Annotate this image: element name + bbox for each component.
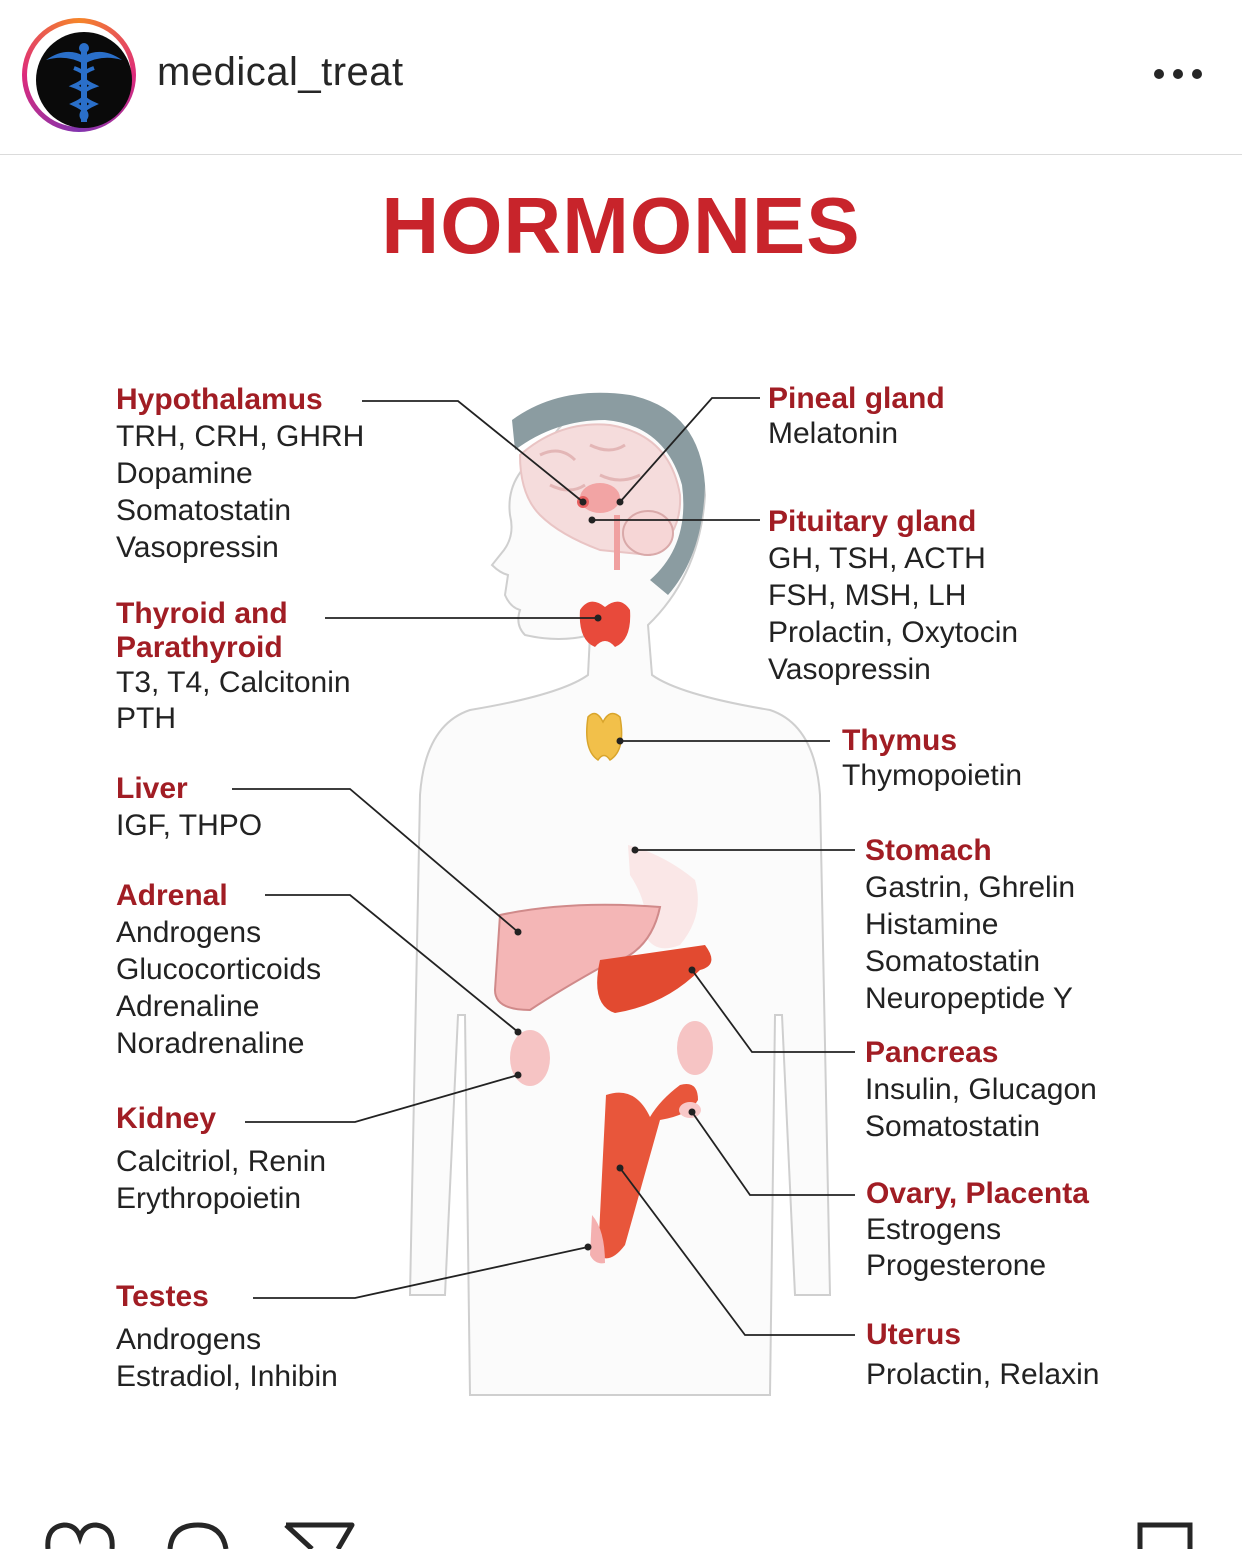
heart-icon[interactable] bbox=[40, 1519, 120, 1549]
hormone-item: Noradrenaline bbox=[116, 1027, 305, 1060]
bookmark-icon[interactable] bbox=[1136, 1519, 1196, 1549]
hormone-item: Thymopoietin bbox=[842, 759, 1023, 792]
organ-name: Pancreas bbox=[865, 1036, 999, 1069]
hormone-item: Glucocorticoids bbox=[116, 953, 322, 986]
hormone-item: IGF, THPO bbox=[116, 809, 263, 842]
more-options-icon[interactable] bbox=[1148, 55, 1208, 95]
hormone-item: FSH, MSH, LH bbox=[768, 579, 967, 612]
hormone-item: Histamine bbox=[865, 908, 999, 941]
organ-name: Adrenal bbox=[116, 879, 228, 912]
hormone-item: Vasopressin bbox=[116, 531, 279, 564]
pancreas-label bbox=[865, 1034, 1097, 1145]
organ-name: Kidney bbox=[116, 1102, 217, 1135]
hormone-item: Melatonin bbox=[768, 417, 899, 450]
organ-name: Thymus bbox=[842, 724, 958, 757]
hormone-item: Androgens bbox=[116, 916, 262, 949]
organ-name: Stomach bbox=[865, 834, 992, 867]
hormone-item: Vasopressin bbox=[768, 653, 931, 686]
ovary-placenta-label bbox=[866, 1176, 1089, 1284]
hormone-item: Gastrin, Ghrelin bbox=[865, 871, 1076, 904]
pituitary-label bbox=[768, 503, 1018, 688]
hormone-item: Neuropeptide Y bbox=[865, 982, 1073, 1015]
kidney-label bbox=[116, 1099, 326, 1217]
hormone-item: Somatostatin bbox=[865, 945, 1041, 978]
caduceus-icon bbox=[36, 32, 132, 128]
organ-name: Uterus bbox=[866, 1318, 962, 1351]
hormone-item: Insulin, Glucagon bbox=[865, 1073, 1097, 1106]
post-header bbox=[0, 0, 1242, 155]
hormone-item: Calcitriol, Renin bbox=[116, 1145, 327, 1178]
comment-icon[interactable] bbox=[162, 1519, 232, 1549]
hormone-item: Erythropoietin bbox=[116, 1182, 302, 1215]
organ-name: Pituitary gland bbox=[768, 505, 977, 538]
hormone-item: Somatostatin bbox=[865, 1110, 1041, 1143]
organ-name: Thyroid and bbox=[116, 597, 288, 630]
hormone-item: T3, T4, Calcitonin bbox=[116, 666, 351, 699]
hormone-item: Estradiol, Inhibin bbox=[116, 1360, 338, 1393]
hormone-item: GH, TSH, ACTH bbox=[768, 542, 986, 575]
hormone-item: Androgens bbox=[116, 1323, 262, 1356]
hormone-item: Adrenaline bbox=[116, 990, 260, 1023]
testes-label bbox=[116, 1277, 338, 1395]
organ-name: Liver bbox=[116, 772, 188, 805]
organ-name: Hypothalamus bbox=[116, 383, 323, 416]
stomach-label bbox=[865, 832, 1075, 1017]
organ-name: Testes bbox=[116, 1280, 209, 1313]
organ-name: Ovary, Placenta bbox=[866, 1177, 1089, 1210]
avatar[interactable] bbox=[22, 18, 136, 132]
hormone-item: Progesterone bbox=[866, 1249, 1047, 1282]
hypothalamus-label bbox=[116, 381, 364, 566]
pineal-label bbox=[768, 381, 945, 451]
hormone-item: Estrogens bbox=[866, 1213, 1002, 1246]
organ-name: Parathyroid bbox=[116, 631, 283, 664]
share-icon[interactable] bbox=[282, 1519, 357, 1549]
hormone-item: Prolactin, Oxytocin bbox=[768, 616, 1019, 649]
liver-label bbox=[116, 770, 262, 844]
post-image bbox=[0, 155, 1242, 1495]
hormone-item: Prolactin, Relaxin bbox=[866, 1358, 1100, 1391]
diagram-title: HORMONES bbox=[381, 181, 861, 270]
thymus-label bbox=[842, 723, 1022, 793]
adrenal-label bbox=[116, 877, 321, 1062]
hormone-item: TRH, CRH, GHRH bbox=[116, 420, 365, 453]
hormone-item: Dopamine bbox=[116, 457, 253, 490]
username[interactable]: medical_treat bbox=[157, 50, 404, 94]
hormone-item: PTH bbox=[116, 702, 176, 735]
organ-name: Pineal gland bbox=[768, 382, 945, 415]
thyroid-label bbox=[116, 597, 351, 737]
hormone-item: Somatostatin bbox=[116, 494, 292, 527]
uterus-label bbox=[866, 1315, 1099, 1395]
action-bar bbox=[0, 1495, 1242, 1542]
